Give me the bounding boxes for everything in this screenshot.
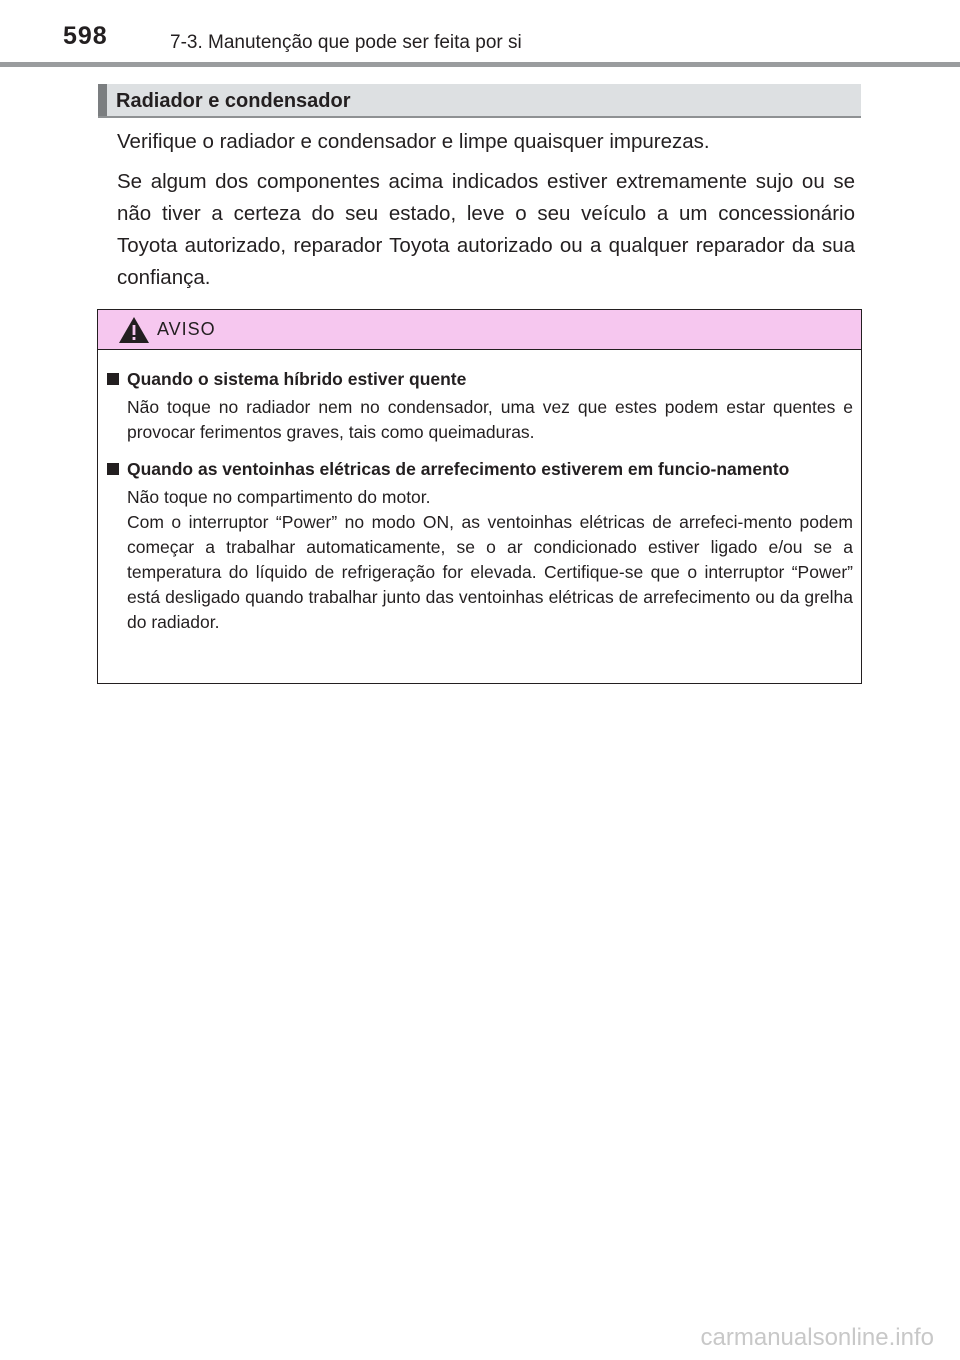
section-heading-text: Radiador e condensador	[116, 90, 351, 112]
warning-item-title-text: Quando as ventoinhas elétricas de arrefecimento estiverem em funcio-namento	[127, 459, 790, 479]
warning-triangle-icon	[118, 316, 150, 344]
warning-item	[106, 367, 854, 445]
warning-item-body: Não toque no radiador nem no condensador, uma vez que estes podem estar quentes e provocar ferimentos graves, tais como queimaduras.	[127, 397, 853, 442]
warning-item-body-line: Com o interruptor “Power” no modo ON, as ventoinhas elétricas de arrefeci-mento podem começar a trabalhar automaticamente, se o ar condicionado estiver ligado e/ou se a temperatura do líquido de refrigeração for elevada. Certifique-se que o interruptor “Power” está desligado quando trabalhar junto das ventoinhas elétricas de arrefecimento ou da grelha do radiador.	[127, 512, 853, 632]
warning-item-title	[106, 457, 854, 481]
watermark: carmanualsonline.info	[700, 1324, 934, 1351]
warning-item	[106, 457, 854, 635]
warning-label: AVISO	[157, 319, 216, 339]
paragraph-intro: Verifique o radiador e condensador e limpe quaisquer impurezas.	[117, 130, 710, 153]
heading-accent-bar	[98, 84, 107, 116]
section-heading	[98, 84, 861, 118]
bullet-square-icon	[107, 373, 119, 385]
warning-item-body-line: Não toque no compartimento do motor.	[127, 487, 431, 507]
paragraph-advice: Se algum dos componentes acima indicados estiver extremamente sujo ou se não tiver a certeza do seu estado, leve o seu veículo a um concessionário Toyota autorizado, reparador Toyota autorizado ou a qualquer reparador da sua confiança.	[117, 170, 855, 289]
warning-item-title-text: Quando o sistema híbrido estiver quente	[127, 369, 467, 389]
page-number: 598	[63, 22, 108, 50]
warning-item-title	[106, 367, 854, 391]
warning-box	[97, 309, 862, 684]
chapter-title: 7-3. Manutenção que pode ser feita por si	[170, 32, 522, 53]
header-divider	[0, 62, 960, 67]
warning-item-body	[127, 485, 853, 635]
bullet-square-icon	[107, 463, 119, 475]
warning-header	[98, 310, 861, 350]
